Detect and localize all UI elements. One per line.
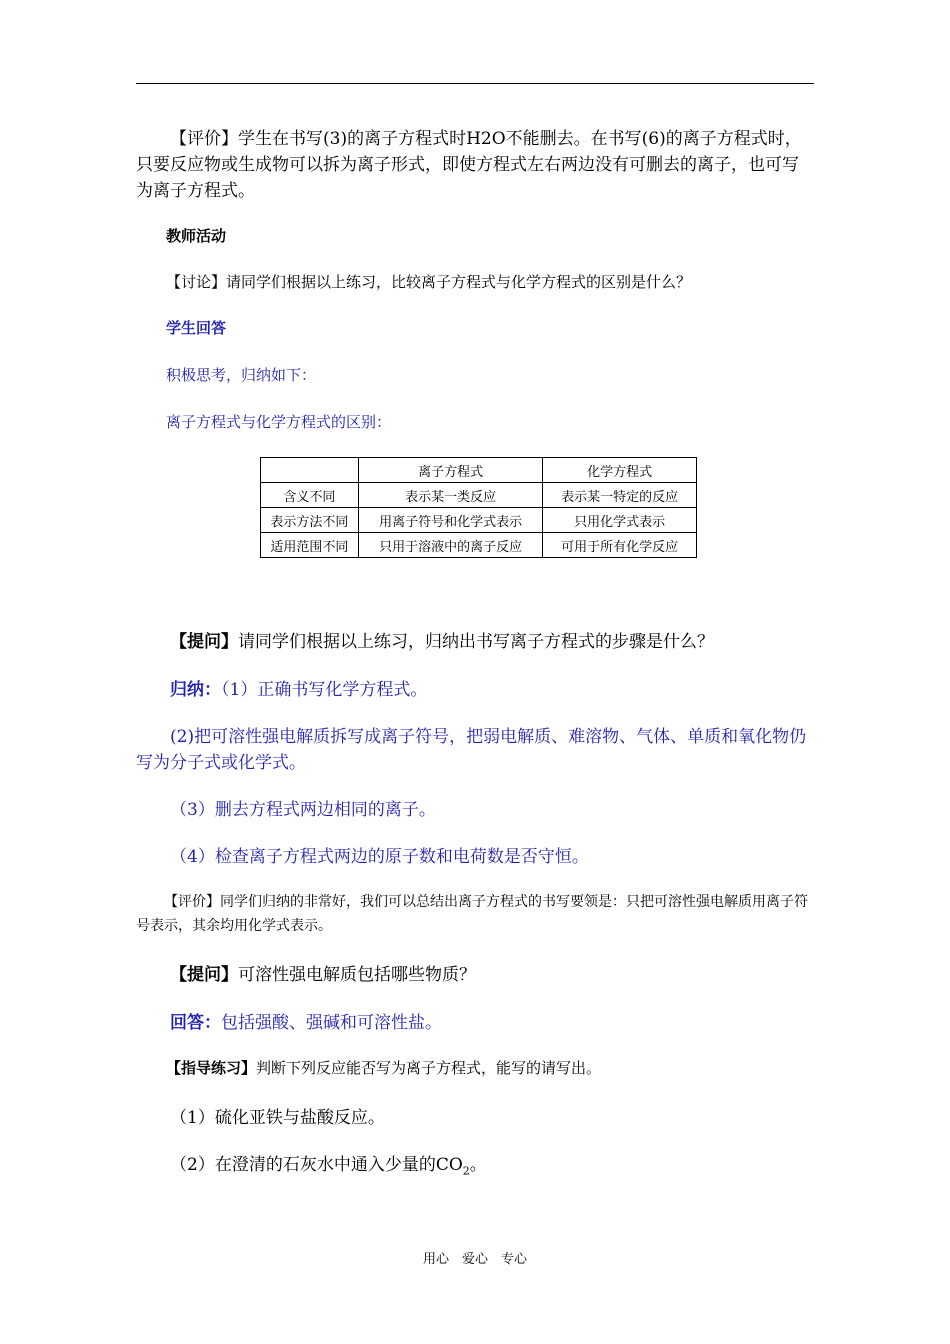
table-row (261, 533, 697, 558)
evaluation-text: 同学们归纳的非常好，我们可以总结出离子方程式的书写要领是：只把可溶性强电解质用离子符号表示，其余均用化学式表示。 (136, 894, 808, 934)
table-row (261, 508, 697, 533)
table-cell: 适用范围不同 (261, 533, 359, 558)
exercise-2 (136, 1152, 814, 1184)
exercise-2-text: （2）在澄清的石灰水中通入少量的CO (170, 1155, 463, 1175)
table-cell: 表示方法不同 (261, 508, 359, 533)
question-tag: 【提问】 (170, 632, 238, 652)
question-paragraph-1 (136, 629, 814, 655)
discussion-tag: 【讨论】 (166, 273, 227, 291)
question-paragraph-2 (136, 962, 814, 988)
answer-tag: 回答： (170, 1013, 221, 1033)
exercise-2-end: 。 (469, 1155, 487, 1175)
evaluation-text: 学生在书写(3)的离子方程式时H2O不能删去。在书写(6)的离子方程式时，只要反应物或生成物可以拆为离子形式，即使方程式左右两边没有可删去的离子，也可写为离子方程式。 (136, 129, 802, 201)
table-header-row (261, 458, 697, 483)
discussion-paragraph (136, 270, 814, 294)
discussion-text: 请同学们根据以上练习，比较离子方程式与化学方程式的区别是什么？ (226, 273, 692, 291)
evaluation-paragraph-2 (136, 890, 814, 938)
table-header-cell: 化学方程式 (543, 458, 697, 483)
comparison-table (260, 457, 697, 558)
difference-title: 离子方程式与化学方程式的区别： (166, 413, 392, 431)
exercise-1: （1）硫化亚铁与盐酸反应。 (170, 1108, 385, 1128)
header-rule (136, 83, 814, 84)
table-cell: 用离子符号和化学式表示 (358, 508, 543, 533)
teacher-activity-heading: 教师活动 (166, 227, 227, 245)
page-footer: 用心 爱心 专心 (422, 1252, 527, 1267)
guided-practice-text: 判断下列反应能否写为离子方程式，能写的请写出。 (256, 1059, 602, 1077)
exercise-2-subscript: 2 (462, 1164, 470, 1178)
summary-step-3: （3）删去方程式两边相同的离子。 (170, 800, 436, 820)
answer-paragraph (136, 1010, 814, 1036)
table-cell: 表示某一特定的反应 (543, 483, 697, 508)
guided-practice-tag: 【指导练习】 (166, 1059, 257, 1077)
table-row (261, 483, 697, 508)
summary-step-1-text: （1）正确书写化学方程式。 (221, 680, 428, 700)
question-text: 请同学们根据以上练习，归纳出书写离子方程式的步骤是什么？ (238, 632, 714, 652)
question-tag: 【提问】 (170, 965, 238, 985)
evaluation-tag: 【评价】 (170, 129, 238, 149)
table-header-cell (261, 458, 359, 483)
table-cell: 含义不同 (261, 483, 359, 508)
think-line: 积极思考，归纳如下： (166, 366, 317, 384)
evaluation-tag: 【评价】 (164, 894, 220, 910)
student-answer-heading: 学生回答 (166, 319, 227, 337)
question-text: 可溶性强电解质包括哪些物质？ (238, 965, 476, 985)
answer-text: 包括强酸、强碱和可溶性盐。 (221, 1013, 442, 1033)
summary-step-4: （4）检查离子方程式两边的原子数和电荷数是否守恒。 (170, 847, 589, 867)
guided-practice-paragraph (136, 1056, 814, 1080)
table-cell: 可用于所有化学反应 (543, 533, 697, 558)
table-header-cell: 离子方程式 (358, 458, 543, 483)
evaluation-paragraph-1 (136, 126, 814, 204)
table-cell: 只用化学式表示 (543, 508, 697, 533)
summary-step-2: (2)把可溶性强电解质拆写成离子符号，把弱电解质、难溶物、气体、单质和氧化物仍写为分子式或化学式。 (136, 727, 807, 773)
table-cell: 表示某一类反应 (358, 483, 543, 508)
table-cell: 只用于溶液中的离子反应 (358, 533, 543, 558)
summary-step-1 (136, 677, 814, 703)
summary-tag: 归纳： (170, 680, 221, 700)
